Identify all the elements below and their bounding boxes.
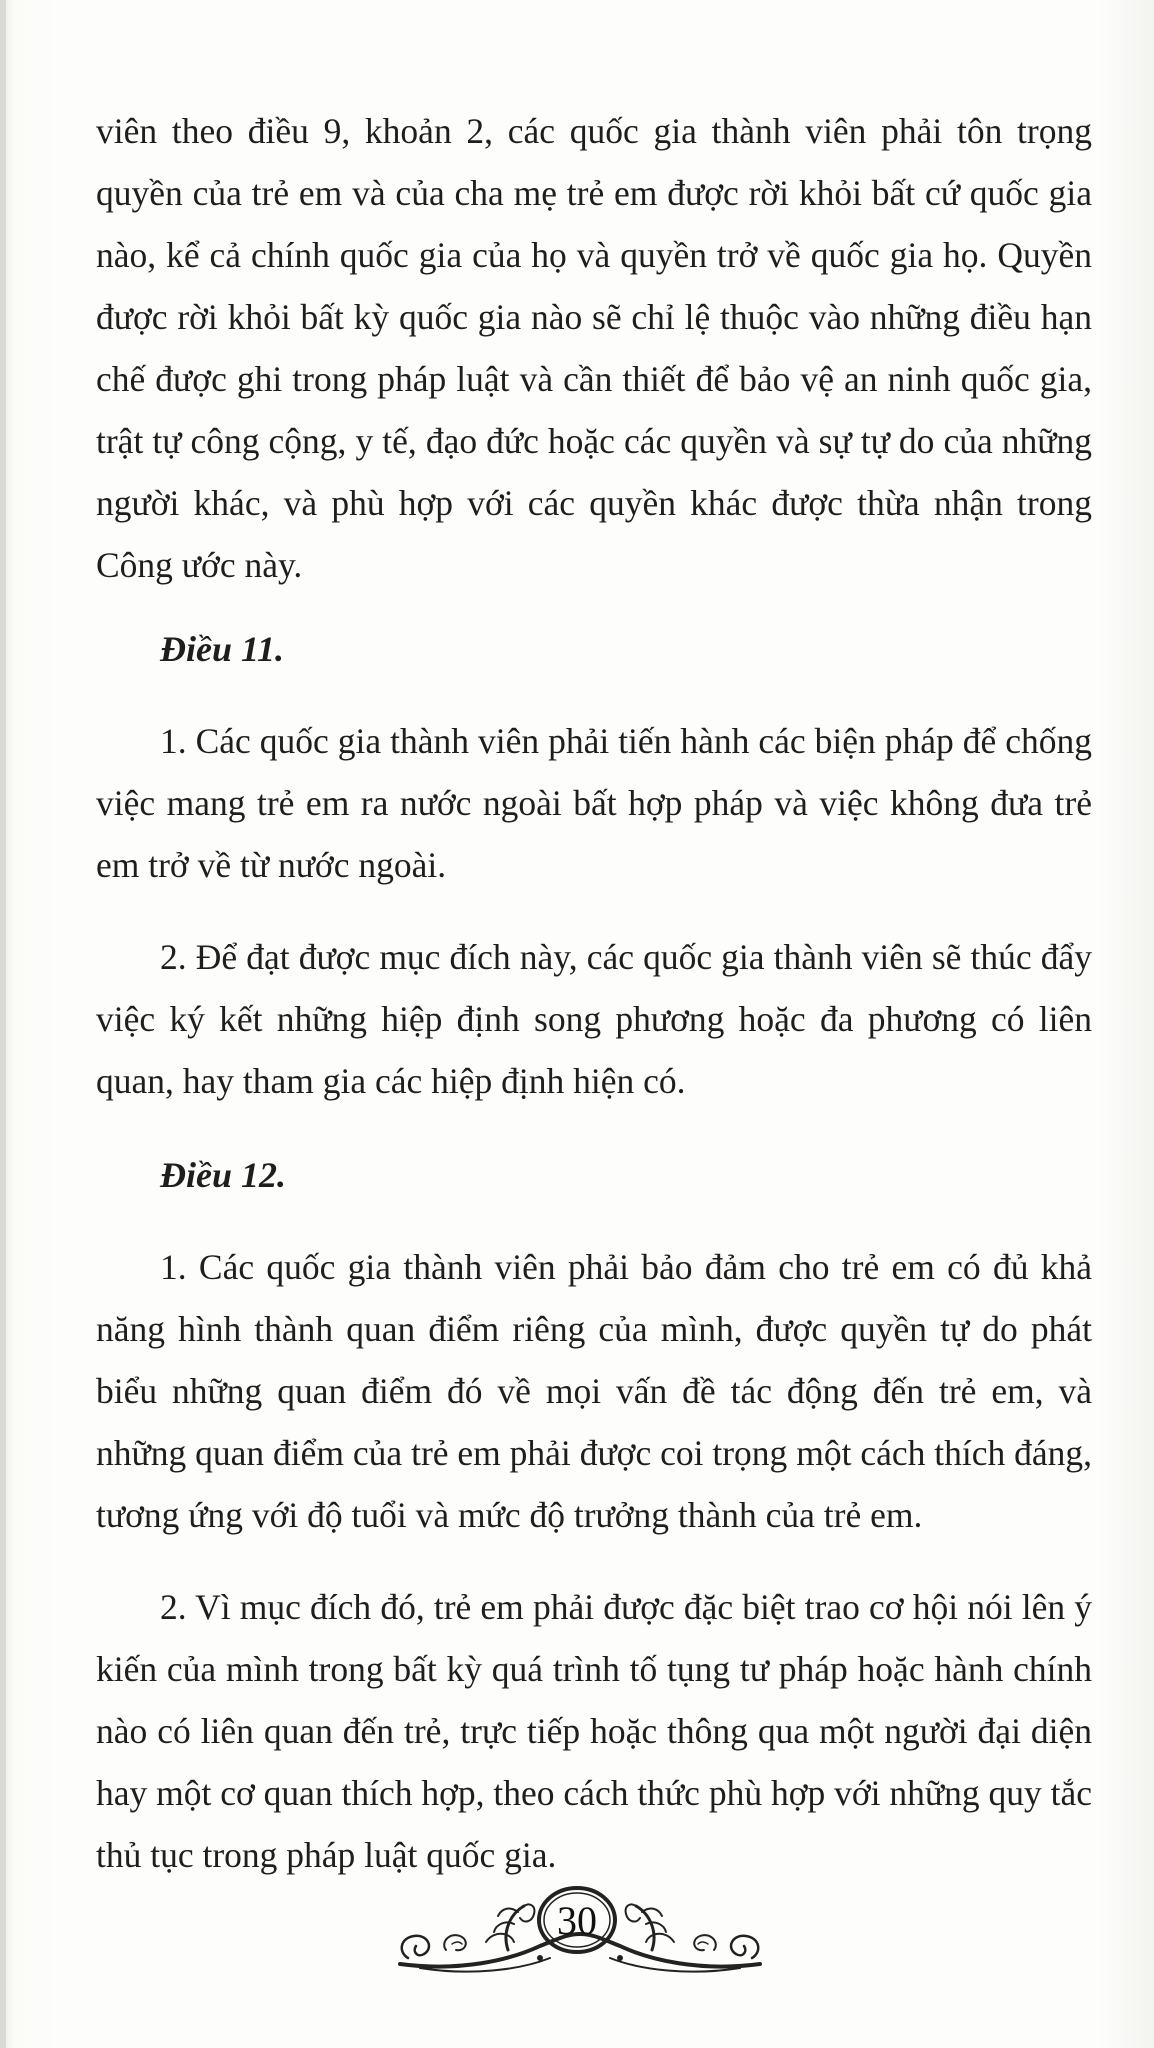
article-12-clause-2: 2. Vì mục đích đó, trẻ em phải được đặc biệt trao cơ hội nói lên ý kiến của mình trong bất kỳ quá trình tố tụng tư pháp hoặc hành chính nào có liên quan đến trẻ, trực tiếp hoặc thông qua một người đại diện hay một cơ quan thích hợp, theo cách thức phù hợp với những quy tắc thủ tục trong pháp luật quốc gia. xyxy=(96,1587,1092,1875)
article-11-heading: Điều 11. xyxy=(160,629,285,669)
page-gutter-shadow xyxy=(0,0,6,2048)
intro-paragraph: viên theo điều 9, khoản 2, các quốc gia thành viên phải tôn trọng quyền của trẻ em và của cha mẹ trẻ em được rời khỏi bất cứ quốc gia nào, kể cả chính quốc gia của họ và quyền trở về quốc gia họ. Quyền được rời khỏi bất kỳ quốc gia nào sẽ chỉ lệ thuộc vào những điều hạn chế được ghi trong pháp luật và cần thiết để bảo vệ an ninh quốc gia, trật tự công cộng, y tế, đạo đức hoặc các quyền và sự tự do của những người khác, và phù hợp với các quyền khác được thừa nhận trong Công ước này. xyxy=(96,111,1092,585)
article-12-clause-1: 1. Các quốc gia thành viên phải bảo đảm cho trẻ em có đủ khả năng hình thành quan điểm riêng của mình, được quyền tự do phát biểu những quan điểm đó về mọi vấn đề tác động đến trẻ em, và những quan điểm của trẻ em phải được coi trọng một cách thích đáng, tương ứng với độ tuổi và mức độ trưởng thành của trẻ em. xyxy=(96,1247,1092,1535)
article-11-clause-2: 2. Để đạt được mục đích này, các quốc gia thành viên sẽ thúc đẩy việc ký kết những hiệp định song phương hoặc đa phương có liên quan, hay tham gia các hiệp định hiện có. xyxy=(96,937,1092,1101)
page-number: 30 xyxy=(557,1898,597,1943)
article-12-heading: Điều 12. xyxy=(160,1155,286,1195)
article-11-clause-1: 1. Các quốc gia thành viên phải tiến hành các biện pháp để chống việc mang trẻ em ra nước ngoài bất hợp pháp và việc không đưa trẻ em trở về từ nước ngoài. xyxy=(96,721,1092,885)
body-text xyxy=(96,100,1092,1886)
